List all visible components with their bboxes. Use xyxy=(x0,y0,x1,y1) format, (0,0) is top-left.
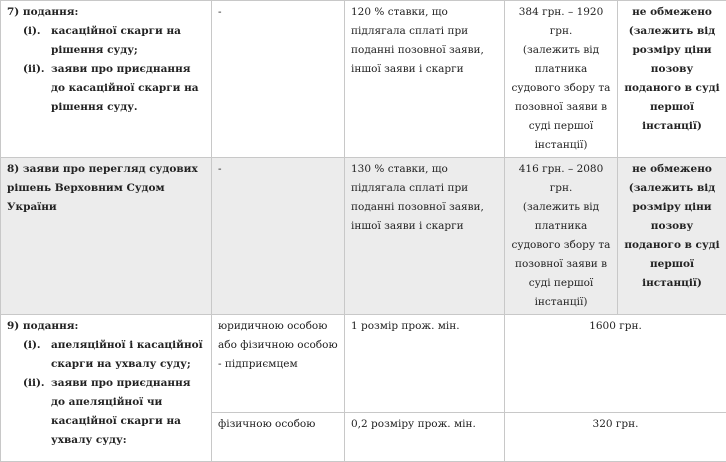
payer-cell: юридичною особою або фізичною особою - підприємцем xyxy=(212,315,345,413)
amount-cell: 320 грн. xyxy=(505,413,726,462)
min-amount: 384 грн. – 1920 грн. xyxy=(511,3,611,41)
list-item: (і). касаційної скарги на рішення суду; xyxy=(7,22,205,60)
max-amount-cell xyxy=(618,1,726,158)
min-amount: 416 грн. – 2080 грн. xyxy=(511,160,611,198)
min-amount-cell xyxy=(505,158,618,315)
max-amount: не обмежено xyxy=(624,160,720,179)
max-amount: не обмежено xyxy=(624,3,720,22)
max-amount-note: (залежить від розміру ціни позову поданого в суді першої інстанції) xyxy=(624,179,720,293)
payer-cell: - xyxy=(212,158,345,315)
case-heading: 8) заяви про перегляд судових рішень Верховним Судом України xyxy=(7,160,205,217)
min-amount-note: (залежить від платника судового збору та позовної заяви в суді першої інстанції) xyxy=(511,198,611,312)
rate-cell: 1 розмір прож. мін. xyxy=(345,315,505,413)
amount-cell: 1600 грн. xyxy=(505,315,726,413)
rate-cell: 0,2 розміру прож. мін. xyxy=(345,413,505,462)
payer-cell: фізичною особою xyxy=(212,413,345,462)
max-amount-note: (залежить від розміру ціни позову поданого в суді першої інстанції) xyxy=(624,22,720,136)
case-heading: 7) подання: xyxy=(7,3,205,22)
max-amount-cell xyxy=(618,158,726,315)
min-amount-cell xyxy=(505,1,618,158)
list-item: (іі). заяви про приєднання до апеляційної чи касаційної скарги на ухвалу суду: xyxy=(7,374,205,450)
case-cell xyxy=(1,158,212,315)
rate-cell: 130 % ставки, що підлягала сплаті при поданні позовної заяви, іншої заяви і скарги xyxy=(345,158,505,315)
list-item: (і). апеляційної і касаційної скарги на ухвалу суду; xyxy=(7,336,205,374)
table-row xyxy=(1,315,726,413)
table-row xyxy=(1,1,726,158)
list-item: (іі). заяви про приєднання до касаційної скарги на рішення суду. xyxy=(7,60,205,117)
case-cell xyxy=(1,1,212,158)
table-row xyxy=(1,158,726,315)
case-cell xyxy=(1,315,212,462)
rate-cell: 120 % ставки, що підлягала сплаті при поданні позовної заяви, іншої заяви і скарги xyxy=(345,1,505,158)
case-heading: 9) подання: xyxy=(7,317,205,336)
min-amount-note: (залежить від платника судового збору та позовної заяви в суді першої інстанції) xyxy=(511,41,611,155)
payer-cell: - xyxy=(212,1,345,158)
